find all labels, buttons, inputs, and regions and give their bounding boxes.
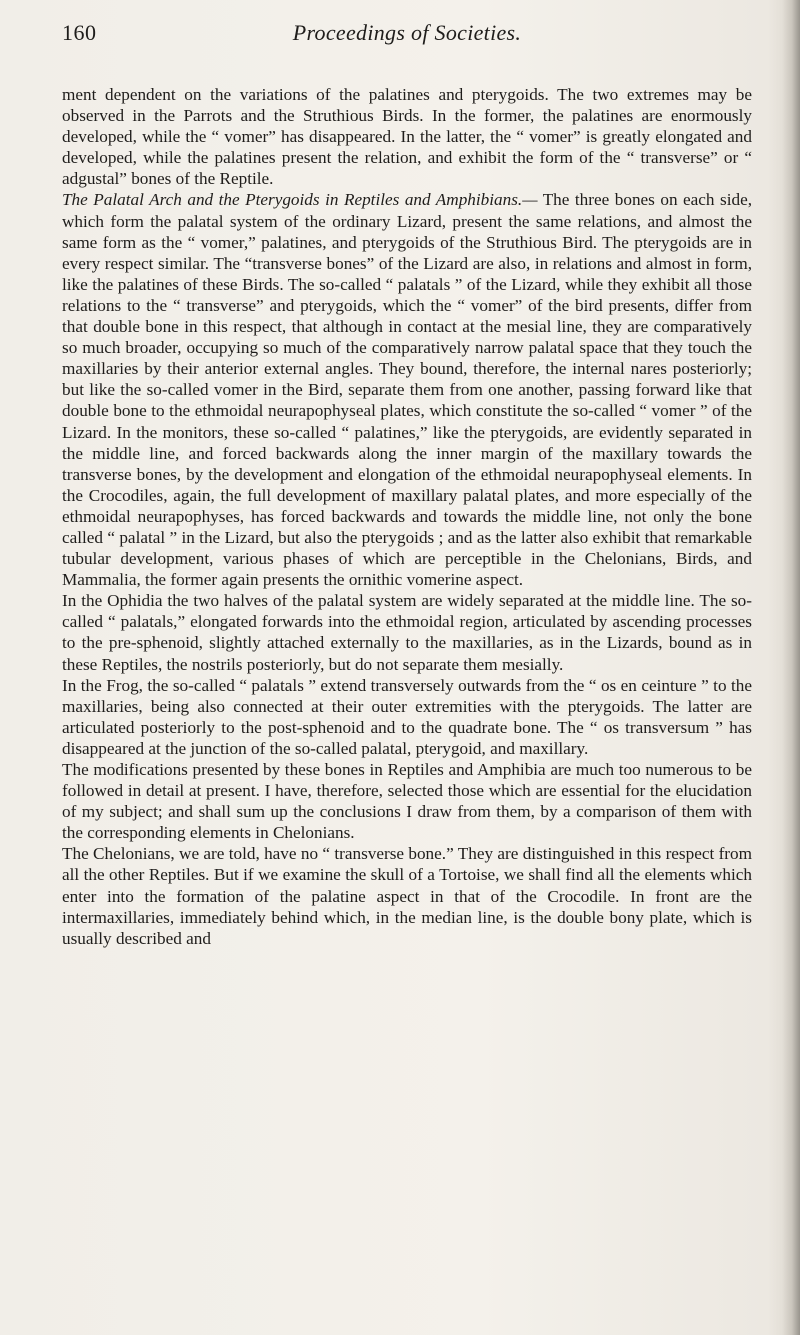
paragraph-4 (62, 675, 752, 759)
paragraph-3 (62, 590, 752, 674)
page-edge-shadow (782, 0, 800, 1335)
paragraph-2-text: The three bones on each side, which form the palatal system of the ordinary Lizard, present the same relations, and almost the same form as the “ vomer,” palatines, and pterygoids of the Struthious Bird. The pterygoids are in every respect similar. The “transverse bones” of the Lizard are also, in relations and almost in form, like the palatines of these Birds. The so-called “ palatals ” of the Lizard, while they exhibit all those relations to the “ transverse” and pterygoids, which the “ vomer” of the bird presents, differ from that double bone in this respect, that although in contact at the mesial line, they are comparatively so much broader, occupying so much of the comparatively narrow palatal space that they touch the maxillaries by their anterior external angles. They bound, therefore, the internal nares posteriorly; but like the so-called vomer in the Bird, separate them from one another, passing forward like that double bone to the ethmoidal neurapophyseal plates, which constitute the so-called “ vomer ” of the Lizard. In the monitors, these so-called “ palatines,” like the pterygoids, are evidently separated in the middle line, and forced backwards along the inner margin of the maxillary towards the transverse bones, by the development and elongation of the ethmoidal neurapophyseal elements. In the Crocodiles, again, the full development of maxillary palatal plates, and more especially of the ethmoidal neurapophyses, has forced backwards and towards the middle line, not only the bone called “ palatal ” in the Lizard, but also the pterygoids ; and as the latter also exhibit that remarkable tubular development, various phases of which are perceptible in the Chelonians, Birds, and Mammalia, the former again presents the ornithic vomerine aspect. (62, 190, 753, 590)
page-number: 160 (62, 20, 97, 45)
running-title: Proceedings of Societies. (292, 20, 522, 45)
paragraph-1-text: ment dependent on the variations of the palatines and pterygoids. The two extremes may be observed in the Parrots and the Struthious Birds. In the former, the palatines are enormously developed, while the “ vomer” has disappeared. In the latter, the “ vomer” is greatly elongated and developed, while the palatines present the relation, and exhibit the form of the “ transverse” or “ adgustal” bones of the Reptile. (62, 85, 752, 189)
paragraph-3-text: In the Ophidia the two halves of the palatal system are widely separated at the middle line. The so-called “ palatals,” elongated forwards into the ethmoidal region, articulated by ascending processes to the pre-sphenoid, slightly attached externally to the maxillaries, as in the Lizards, bound as in these Reptiles, the nostrils posteriorly, but do not separate them mesially. (62, 591, 752, 674)
paragraph-1 (62, 84, 752, 189)
paragraph-4-text: In the Frog, the so-called “ palatals ” extend transversely outwards from the “ os en ceinture ” to the maxillaries, being also connected at their outer extremities with the pterygoids. The latter are articulated posteriorly to the post-sphenoid and to the quadrate bone. The “ os transversum ” has disappeared at the junction of the so-called palatal, pterygoid, and maxillary. (62, 675, 752, 758)
paragraph-5 (62, 759, 752, 843)
paragraph-6 (62, 843, 752, 948)
section-heading: The Palatal Arch and the Pterygoids in Reptiles and Amphibians.— (62, 190, 538, 210)
paragraph-5-text: The modifications presented by these bones in Reptiles and Amphibia are much too numerous to be followed in detail at present. I have, therefore, selected those which are essential for the elucidation of my subject; and shall sum up the conclusions I draw from them, by a comparison of them with the corresponding elements in Chelonians. (62, 760, 752, 843)
body-text (62, 84, 752, 949)
page-header (62, 20, 752, 60)
paragraph-2 (62, 189, 752, 590)
paragraph-6-text: The Chelonians, we are told, have no “ transverse bone.” They are distinguished in this respect from all the other Reptiles. But if we examine the skull of a Tortoise, we shall find all the elements which enter into the formation of the palatine aspect in that of the Crocodile. In front are the intermaxillaries, immediately behind which, in the median line, is the double bony plate, which is usually described and (62, 844, 752, 948)
